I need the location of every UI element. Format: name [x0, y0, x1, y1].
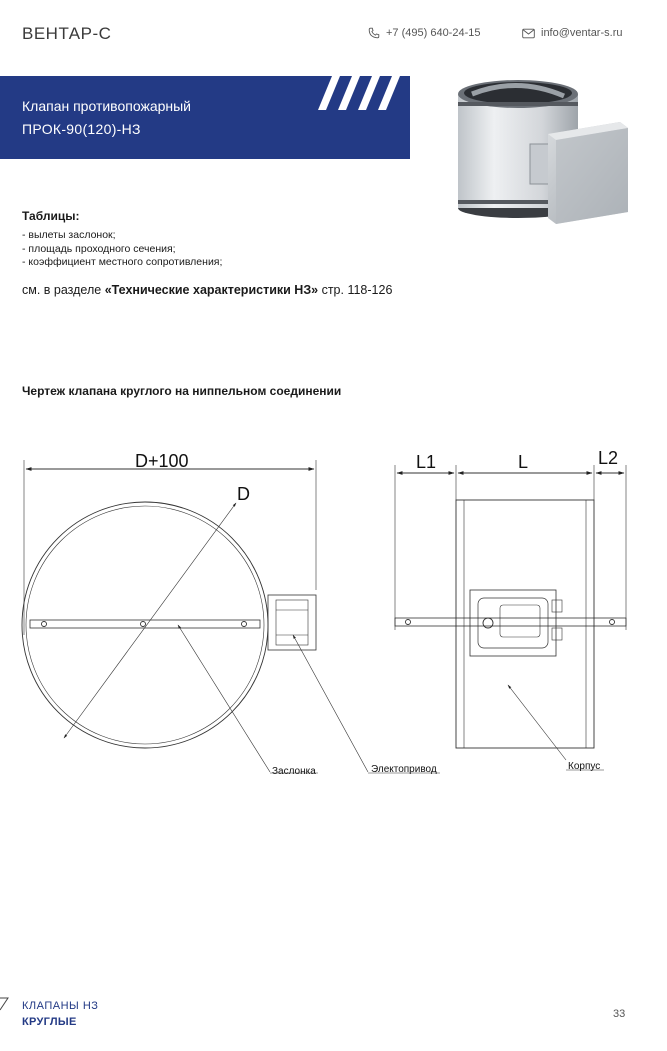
tables-heading: Таблицы: [22, 209, 80, 223]
drawing-title: Чертеж клапана круглого на ниппельном соединении [22, 384, 342, 398]
phone-icon [368, 27, 380, 39]
phone-number: +7 (495) 640-24-15 [386, 27, 481, 39]
list-item: - вылеты заслонок; [22, 229, 116, 241]
brand-logo-text: ВЕНТАР-С [22, 24, 112, 43]
see-also-suffix: стр. 118-126 [318, 283, 393, 297]
product-photo [450, 72, 640, 237]
see-also-link[interactable]: «Технические характеристики НЗ» [104, 283, 319, 297]
product-banner [0, 76, 410, 159]
list-item: - коэффициент местного сопротивления; [22, 256, 223, 268]
email-address: info@ventar-s.ru [541, 27, 623, 39]
list-item: - площадь проходного сечения; [22, 242, 176, 255]
mail-icon [522, 28, 535, 39]
dim-l2: L2 [598, 448, 619, 468]
dim-l: L [518, 452, 529, 472]
see-also-text [22, 283, 392, 297]
dim-d100: D+100 [135, 451, 189, 471]
see-also-prefix: см. в разделе [22, 283, 105, 297]
page-number: 33 [613, 1008, 626, 1020]
tables-list [22, 229, 222, 270]
dim-l1: L1 [416, 452, 437, 472]
banner-model: ПРОК-90(120)-НЗ [22, 121, 141, 137]
footer-subcategory: КРУГЛЫЕ [22, 1016, 77, 1028]
phone-contact[interactable] [368, 27, 480, 39]
label-body: Корпус [568, 761, 601, 772]
stripes-decoration [318, 76, 410, 116]
label-damper: Заслонка [272, 766, 316, 777]
email-contact[interactable] [522, 27, 622, 39]
corner-decoration [0, 996, 10, 1017]
footer-category: КЛАПАНЫ НЗ [22, 1000, 99, 1012]
technical-drawing [0, 440, 667, 795]
dim-d: D [237, 484, 250, 504]
label-actuator: Электопривод [371, 764, 437, 775]
banner-title: Клапан противопожарный [22, 98, 192, 114]
